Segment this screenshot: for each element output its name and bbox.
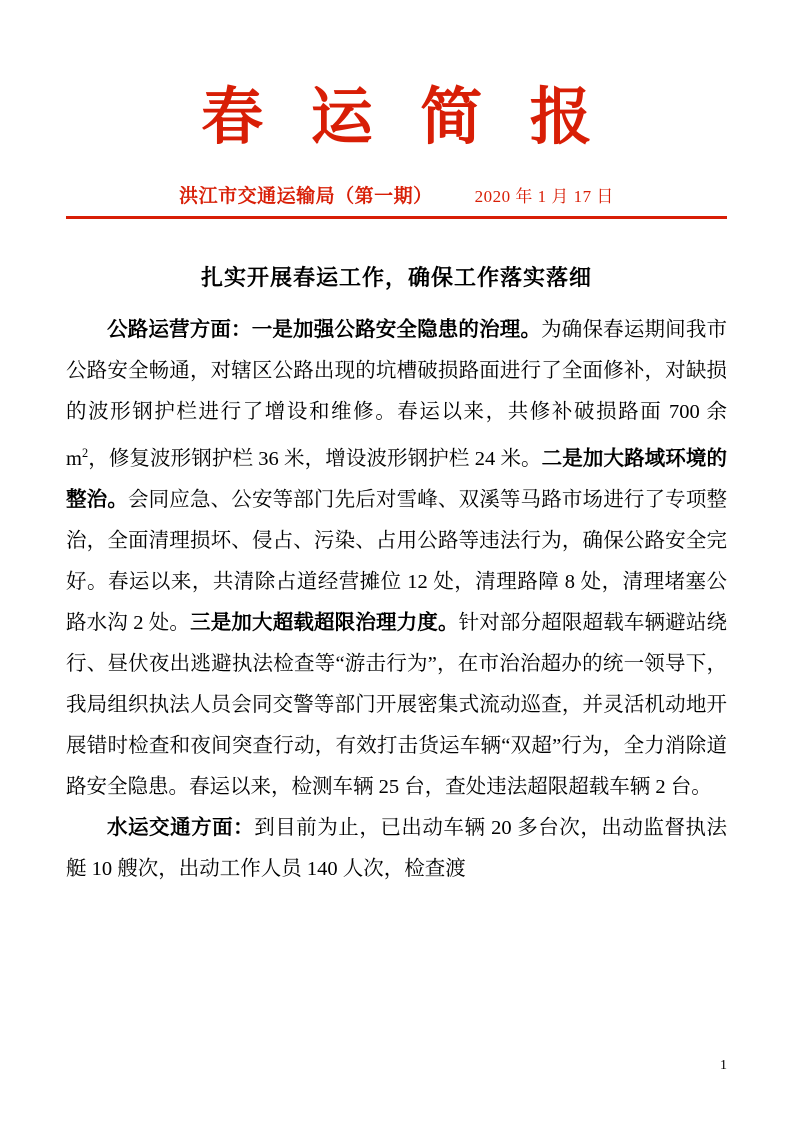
masthead	[66, 0, 727, 219]
masthead-divider	[66, 216, 727, 219]
issuing-organization: 洪江市交通运输局（第一期）	[179, 186, 433, 208]
page-number: 1	[720, 1058, 727, 1073]
masthead-title: 春 运 简 报	[201, 84, 608, 152]
paragraph-1: 公路运营方面：一是加强公路安全隐患的治理。为确保春运期间我市公路安全畅通，对辖区公路出现的坑槽破损路面进行了全面修补，对缺损的波形钢护栏进行了增设和维修。春运以来，共修补破损路面 700 余 $m^2$，修复波形钢护栏 36 米，增设波形钢护栏 24 米。二是加大路域环境的整治。会同应急、公安等部门先后对雪峰、双溪等马路市场进行了专项整治，全面清理损坏、侵占、污染、占用公路等违法行为，确保公路安全完好。春运以来，共清除占道经营摊位 12 处，清理路障 8 处，清理堵塞公路水沟 2 处。三是加大超载超限治理力度。针对部分超限超载车辆避站绕行、昼伏夜出逃避执法检查等“游击行为”，在市治治超办的统一领导下，我局组织执法人员会同交警等部门开展密集式流动巡查，并灵活机动地开展错时检查和夜间突查行动，有效打击货运车辆“双超”行为，全力消除道路安全隐患。春运以来，检测车辆 25 台，查处违法超限超载车辆 2 台。	[66, 319, 728, 798]
document-body	[66, 310, 727, 890]
issue-date: 2020 年 1 月 17 日	[474, 187, 614, 207]
document-title: 扎实开展春运工作，确保工作落实落细	[200, 265, 592, 291]
paragraph-2: 水运交通方面：到目前为止，已出动车辆 20 多台次，出动监督执法艇 10 艘次，出动工作人员 140 人次，检查渡	[66, 816, 728, 880]
issue-line	[66, 181, 727, 208]
